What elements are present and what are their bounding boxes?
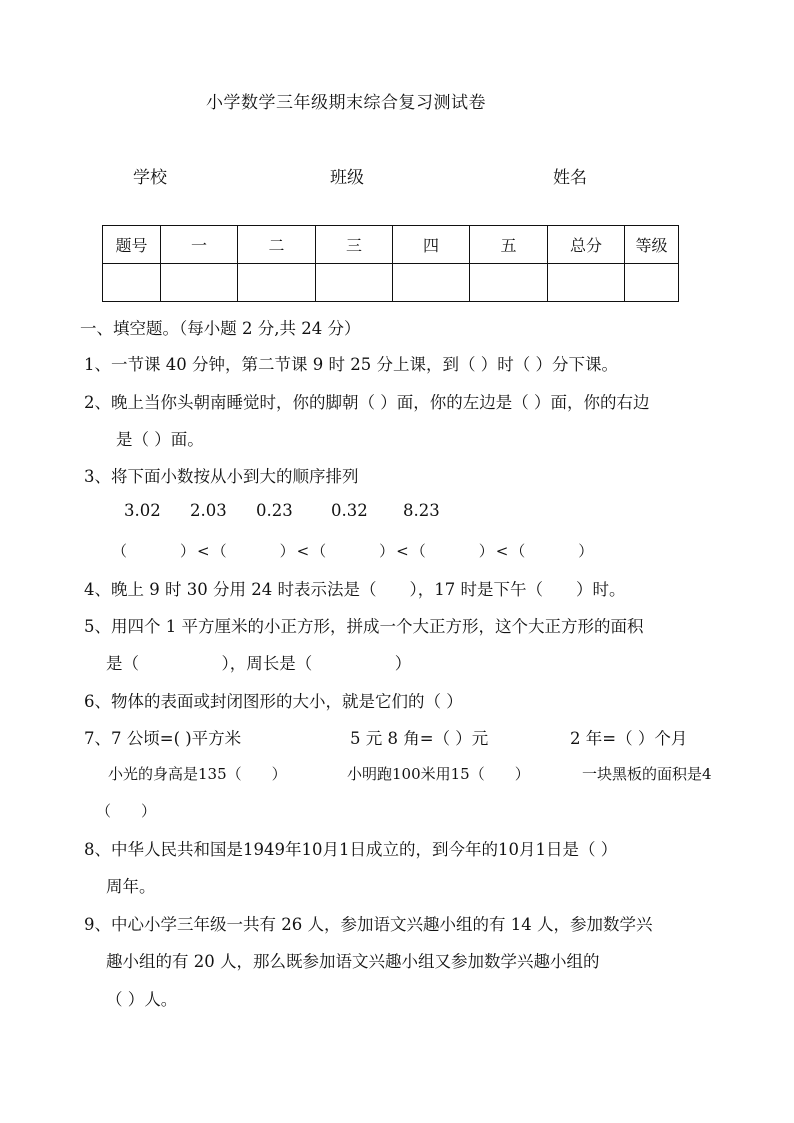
header-cell-1: 一 — [161, 226, 238, 264]
header-cell-2: 二 — [238, 226, 316, 264]
score-cell[interactable] — [548, 264, 625, 302]
question-7-part-f: 一块黑板的面积是4 — [582, 765, 712, 783]
question-7-part-e: 小明跑100米用15（ ） — [347, 765, 530, 783]
score-cell[interactable] — [161, 264, 238, 302]
question-8-line-1: 8、中华人民共和国是1949年10月1日成立的，到今年的10月1日是（ ） — [84, 840, 618, 859]
question-2-line-1: 2、晚上当你头朝南睡觉时，你的脚朝（ ）面，你的左边是（ ）面，你的右边 — [84, 393, 650, 412]
score-cell[interactable] — [625, 264, 679, 302]
q3-number: 0.32 — [331, 501, 368, 520]
question-7-part-c: 2 年=（ ）个月 — [570, 729, 688, 748]
question-7-part-b: 5 元 8 角=（ ）元 — [350, 729, 489, 748]
header-cell-grade: 等级 — [625, 226, 679, 264]
question-7-part-a: 7、7 公顷=( )平方米 — [84, 729, 242, 748]
question-9-line-1: 9、中心小学三年级一共有 26 人，参加语文兴趣小组的有 14 人，参加数学兴 — [84, 915, 653, 934]
header-cell-question-no: 题号 — [103, 226, 161, 264]
question-9-line-3: （ ）人。 — [106, 990, 178, 1009]
score-cell[interactable] — [238, 264, 316, 302]
question-8-line-2: 周年。 — [106, 877, 156, 896]
score-cell[interactable] — [316, 264, 393, 302]
q3-number: 2.03 — [190, 501, 227, 520]
section-heading: 一、填空题。（每小题 2 分,共 24 分） — [80, 319, 361, 338]
score-cell[interactable] — [470, 264, 548, 302]
header-cell-3: 三 — [316, 226, 393, 264]
score-table-value-row — [103, 264, 679, 302]
question-1: 1、一节课 40 分钟，第二节课 9 时 25 分上课，到（ ）时（ ）分下课。 — [84, 355, 618, 374]
q3-number: 3.02 — [124, 501, 161, 520]
question-5-line-1: 5、用四个 1 平方厘米的小正方形，拼成一个大正方形，这个大正方形的面积 — [84, 617, 644, 636]
question-3-ordering-blanks: （ ）<（ ）<（ ）<（ ）<（ ） — [112, 542, 596, 560]
question-7-part-g: （ ） — [96, 802, 157, 820]
score-cell[interactable] — [103, 264, 161, 302]
header-cell-4: 四 — [393, 226, 470, 264]
question-4: 4、晚上 9 时 30 分用 24 时表示法是（ ），17 时是下午（ ）时。 — [84, 580, 626, 599]
q3-number: 8.23 — [403, 501, 440, 520]
class-label: 班级 — [330, 168, 364, 188]
score-table-header-row — [103, 226, 679, 264]
header-cell-5: 五 — [470, 226, 548, 264]
question-6: 6、物体的表面或封闭图形的大小，就是它们的（ ） — [84, 692, 463, 711]
score-cell[interactable] — [393, 264, 470, 302]
question-3-line-1: 3、将下面小数按从小到大的顺序排列 — [84, 467, 359, 486]
question-2-line-2: 是（ ）面。 — [116, 430, 204, 449]
school-label: 学校 — [133, 168, 167, 188]
question-5-line-2: 是（ ），周长是（ ） — [106, 654, 412, 673]
question-9-line-2: 趣小组的有 20 人，那么既参加语文兴趣小组又参加数学兴趣小组的 — [106, 952, 600, 971]
page-title: 小学数学三年级期末综合复习测试卷 — [206, 93, 486, 113]
name-label: 姓名 — [553, 168, 587, 188]
header-cell-total: 总分 — [548, 226, 625, 264]
question-7-part-d: 小光的身高是135（ ） — [108, 765, 287, 783]
score-table — [102, 225, 679, 302]
q3-number: 0.23 — [256, 501, 293, 520]
